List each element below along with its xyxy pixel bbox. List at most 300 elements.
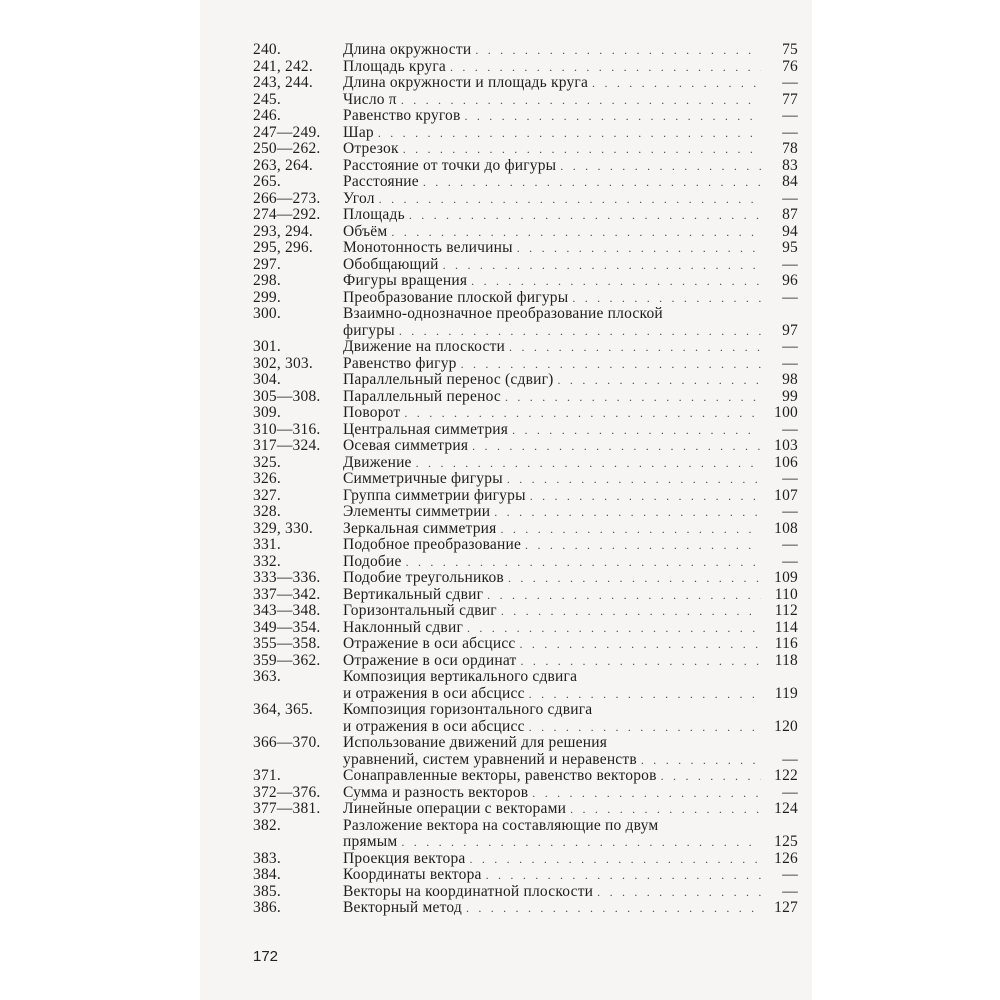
toc-entry-title: Сонаправленные векторы, равенство векторов [343,767,657,784]
dot-leader [521,653,761,670]
toc-entry-number: 372—376. [253,783,321,801]
toc-line [253,537,798,554]
toc-entry [253,587,798,604]
dot-leader [592,75,761,92]
toc-entry-number: 327. [253,486,281,504]
toc-entry [253,818,798,851]
toc-entry-page: — [782,354,798,372]
toc-entry-number: 293, 294. [253,222,313,240]
toc-entry-number: 247—249. [253,123,321,141]
toc-line [253,636,798,653]
dot-leader [401,834,761,851]
toc-entry-number: 326. [253,470,281,487]
toc-entry-page: 75 [782,41,798,58]
toc-line [253,323,798,340]
toc-line [253,191,798,208]
toc-entry-number: 263, 264. [253,156,313,174]
toc-entry-title: Равенство кругов [343,107,461,124]
toc-entry [253,174,798,191]
toc-entry-title: Группа симметрии фигуры [343,486,526,504]
dot-leader [501,603,761,620]
dot-leader [450,59,761,76]
dot-leader [560,158,761,175]
toc-entry-title: Шар [343,123,374,141]
toc-entry [253,702,798,735]
toc-entry-title: Обобщающий [343,255,439,273]
toc-entry [253,339,798,356]
toc-entry-title: Наклонный сдвиг [343,618,463,636]
toc-entry-title: Композиция вертикального сдвига [343,668,578,685]
toc-entry-title: Площадь круга [343,57,446,75]
toc-entry-title: Расстояние от точки до фигуры [343,156,557,174]
toc-entry-title: Подобное преобразование [343,536,522,553]
toc-line [253,339,798,356]
toc-entry-number: 310—316. [253,420,321,438]
toc-entry-title: Проекция вектора [343,849,466,867]
dot-leader [401,92,761,109]
toc-line [253,59,798,76]
toc-entry-page: 120 [774,717,798,735]
toc-entry-page: 77 [782,90,798,108]
toc-entry [253,653,798,670]
toc-entry [253,372,798,389]
toc-entry-title: Векторы на координатной плоскости [343,882,594,900]
dot-leader [520,636,762,653]
toc-entry-page: 110 [774,585,798,603]
toc-entry-page: — [782,750,798,768]
toc-entry [253,521,798,538]
toc-entry-number: 325. [253,453,281,471]
toc-entry-page: 126 [774,849,798,867]
toc-entry [253,603,798,620]
toc-line [253,207,798,224]
toc-entry [253,158,798,175]
toc-entry [253,75,798,92]
dot-leader [379,191,761,208]
toc-entry-title: и отражения в оси абсцисс [343,684,525,702]
toc-entry-title: Линейные операции с векторами [343,800,567,817]
toc-entry-number: 246. [253,107,281,124]
toc-line [253,834,798,851]
toc-line [253,455,798,472]
dot-leader [406,554,761,571]
toc-entry-page: 97 [782,321,798,339]
toc-entry [253,290,798,307]
toc-entry-page: — [782,123,798,141]
toc-entry [253,884,798,901]
dot-leader [529,686,761,703]
toc-entry [253,356,798,373]
toc-entry-page: 127 [774,899,798,916]
toc-entry-page: 124 [774,800,798,817]
toc-entry-page: — [782,470,798,487]
toc-line [253,669,798,686]
toc-line [253,224,798,241]
toc-line [253,851,798,868]
toc-line [253,785,798,802]
toc-entry [253,570,798,587]
toc-line [253,471,798,488]
toc-entry-title: Центральная симметрия [343,420,509,438]
toc-line [253,900,798,917]
toc-entry [253,455,798,472]
dot-leader [443,257,761,274]
toc-entry [253,488,798,505]
toc-entry [253,768,798,785]
toc-entry-number: 250—262. [253,140,321,157]
toc-entry-page: — [782,420,798,438]
toc-entry-number: 265. [253,173,281,190]
toc-entry [253,554,798,571]
toc-entry-number: 329, 330. [253,519,313,537]
toc-entry [253,389,798,406]
toc-entry [253,125,798,142]
toc-entry [253,735,798,768]
toc-entry-page: 108 [774,519,798,537]
toc-entry-page: 100 [774,404,798,421]
toc-entry-title: Сумма и разность векторов [343,783,529,801]
toc-line [253,884,798,901]
dot-leader [464,108,761,125]
toc-line [253,92,798,109]
toc-line [253,686,798,703]
dot-leader [494,504,761,521]
dot-leader [517,240,761,257]
toc-entry-page: — [782,536,798,553]
toc-entry-page: — [782,552,798,570]
toc-entry [253,207,798,224]
toc-entry [253,422,798,439]
toc-line [253,42,798,59]
toc-entry-title: Поворот [343,404,401,421]
toc-entry-page: 98 [782,371,798,388]
toc-entry-page: 103 [774,437,798,454]
toc-entry-number: 297. [253,255,281,273]
toc-entry [253,59,798,76]
toc-entry-number: 337—342. [253,585,321,603]
toc-entry [253,224,798,241]
dot-leader [461,356,761,373]
toc-entry-title: Векторный метод [343,899,462,916]
toc-entry-page: 107 [774,486,798,504]
dot-leader [532,785,761,802]
toc-entry [253,438,798,455]
toc-entry-page: — [782,783,798,801]
toc-line [253,273,798,290]
toc-line [253,570,798,587]
dot-leader [466,900,761,917]
toc-entry [253,471,798,488]
toc-entry-title: Параллельный перенос (сдвиг) [343,371,554,388]
toc-entry-number: 355—358. [253,635,321,652]
toc-line [253,620,798,637]
toc-line [253,735,798,752]
toc-entry-page: — [782,107,798,124]
toc-entry-number: 295, 296. [253,239,313,256]
toc-entry-page: — [782,882,798,900]
toc-entry-page: 87 [782,206,798,223]
toc-entry-page: 119 [774,684,798,702]
dot-leader [409,207,761,224]
toc-entry-title: Элементы симметрии [343,503,491,520]
toc-line [253,125,798,142]
toc-entry-page: 83 [782,156,798,174]
toc-entry-title: Параллельный перенос [343,387,501,405]
toc-entry-number: 328. [253,503,281,520]
dot-leader [378,125,761,142]
dot-leader [471,273,761,290]
dot-leader [469,851,761,868]
toc-entry [253,801,798,818]
dot-leader [472,438,761,455]
toc-line [253,174,798,191]
toc-entry [253,867,798,884]
toc-entry-title: Расстояние [343,173,419,190]
toc-entry-title: Подобие [343,552,402,570]
toc-entry-number: 309. [253,404,281,421]
dot-leader [509,339,761,356]
toc-entry [253,273,798,290]
dot-leader [525,537,761,554]
page-number: 172 [253,948,279,965]
toc-entry-number: 383. [253,849,281,867]
toc-entry-number: 317—324. [253,437,321,454]
toc-entry [253,636,798,653]
toc-entry-title: Использование движений для решения [343,734,608,751]
toc-line [253,372,798,389]
toc-entry-number: 359—362. [253,651,321,669]
toc-entry [253,620,798,637]
toc-entry-number: 274—292. [253,206,321,223]
toc-entry-number: 298. [253,272,281,289]
toc-entry [253,669,798,702]
dot-leader [467,620,761,637]
toc-line [253,438,798,455]
toc-line [253,75,798,92]
toc-line [253,290,798,307]
toc-entry-number: 366—370. [253,734,321,751]
toc-entry-number: 305—308. [253,387,321,405]
toc-entry [253,42,798,59]
toc-line [253,603,798,620]
dot-leader [507,471,761,488]
toc-entry-title: Подобие треугольников [343,569,504,586]
toc-line [253,504,798,521]
toc-line [253,702,798,719]
dot-leader [512,422,761,439]
toc-entry-number: 332. [253,552,281,570]
toc-entry-title: Вертикальный сдвиг [343,585,484,603]
toc-entry-number: 302, 303. [253,354,313,372]
dot-leader [486,867,761,884]
toc-line [253,752,798,769]
toc-entry-title: Отрезок [343,140,399,157]
toc-entry-title: Фигуры вращения [343,272,468,289]
toc-entry-title: прямым [343,833,398,850]
toc-entry-title: Отражение в оси абсцисс [343,635,516,652]
toc-entry [253,257,798,274]
toc-entry [253,537,798,554]
toc-entry-number: 385. [253,882,281,900]
dot-leader [529,719,761,736]
toc-entry-number: 243, 244. [253,74,313,91]
toc-entry-title: Угол [343,189,375,207]
toc-entry-number: 343—348. [253,602,321,619]
book-page [200,0,812,1000]
toc-entry-page: — [782,866,798,883]
toc-line [253,719,798,736]
toc-line [253,158,798,175]
toc-entry-number: 377—381. [253,800,321,817]
toc-entry-page: — [782,189,798,207]
toc-entry [253,504,798,521]
toc-entry-title: Объём [343,222,388,240]
toc-entry-number: 301. [253,338,281,355]
toc-entry-title: Преобразование плоской фигуры [343,288,569,306]
dot-leader [399,323,761,340]
toc-entry-number: 266—273. [253,189,321,207]
toc-entry-page: — [782,288,798,306]
toc-entry [253,785,798,802]
dot-leader [661,768,761,785]
toc-entry [253,108,798,125]
toc-entry-number: 384. [253,866,281,883]
toc-line [253,389,798,406]
toc-entry-number: 333—336. [253,569,321,586]
toc-entry-page: 112 [774,602,798,619]
toc-line [253,768,798,785]
toc-entry-page: 109 [774,569,798,586]
toc-entry-title: Взаимно-однозначное преобразование плоской [343,305,663,322]
toc-entry-page: 76 [782,57,798,75]
toc-entry-page: 94 [782,222,798,240]
toc-entry-page: 122 [774,767,798,784]
toc-entry-title: Число π [343,90,397,108]
toc-entry-title: Движение [343,453,412,471]
toc-entry-number: 364, 365. [253,701,313,718]
toc-line [253,653,798,670]
toc-entry-title: Зеркальная симметрия [343,519,497,537]
toc-line [253,422,798,439]
toc-entry-title: фигуры [343,321,395,339]
dot-leader [508,570,761,587]
toc-entry-page: 84 [782,173,798,190]
toc-line [253,867,798,884]
table-of-contents [253,42,798,917]
toc-entry-page: 95 [782,239,798,256]
dot-leader [558,372,761,389]
toc-entry-title: Монотонность величины [343,239,513,256]
toc-line [253,240,798,257]
dot-leader [641,752,761,769]
dot-leader [475,42,761,59]
toc-line [253,521,798,538]
toc-line [253,257,798,274]
dot-leader [487,587,761,604]
toc-entry-page: — [782,74,798,91]
toc-entry-title: Равенство фигур [343,354,457,372]
toc-entry [253,141,798,158]
toc-entry-title: Отражение в оси ординат [343,651,517,669]
dot-leader [416,455,761,472]
toc-entry-title: Координаты вектора [343,866,482,883]
toc-line [253,587,798,604]
dot-leader [530,488,761,505]
toc-entry-number: 299. [253,288,281,306]
toc-entry-page: 118 [774,651,798,669]
dot-leader [597,884,761,901]
toc-entry-number: 240. [253,41,281,58]
toc-entry [253,92,798,109]
toc-line [253,488,798,505]
toc-entry-page: 106 [774,453,798,471]
toc-entry-number: 386. [253,899,281,916]
toc-entry-title: и отражения в оси абсцисс [343,717,525,735]
toc-entry [253,405,798,422]
toc-entry-number: 331. [253,536,281,553]
toc-line [253,306,798,323]
toc-line [253,141,798,158]
toc-entry-title: уравнений, систем уравнений и неравенств [343,750,637,768]
toc-entry-number: 245. [253,90,281,108]
toc-entry-number: 304. [253,371,281,388]
toc-entry-page: 99 [782,387,798,405]
toc-line [253,801,798,818]
toc-entry-page: 116 [774,635,798,652]
toc-entry-title: Композиция горизонтального сдвига [343,701,593,718]
toc-entry [253,851,798,868]
dot-leader [570,801,761,818]
toc-entry [253,900,798,917]
toc-entry-number: 300. [253,305,281,322]
toc-entry-number: 241, 242. [253,57,313,75]
toc-line [253,818,798,835]
toc-entry-page: 125 [774,833,798,850]
dot-leader [505,389,761,406]
toc-entry-title: Длина окружности [343,41,472,58]
toc-entry-title: Симметричные фигуры [343,470,503,487]
toc-entry-number: 349—354. [253,618,321,636]
dot-leader [391,224,761,241]
toc-line [253,356,798,373]
toc-entry-title: Горизонтальный сдвиг [343,602,497,619]
dot-leader [501,521,762,538]
toc-entry-number: 382. [253,816,281,834]
toc-entry-title: Движение на плоскости [343,338,506,355]
toc-line [253,405,798,422]
toc-entry [253,306,798,339]
toc-entry-number: 363. [253,668,281,685]
dot-leader [572,290,761,307]
toc-entry [253,240,798,257]
toc-entry-title: Осевая симметрия [343,437,469,454]
toc-entry-title: Длина окружности и площадь круга [343,74,589,91]
toc-entry-title: Разложение вектора на составляющие по двум [343,816,659,834]
toc-line [253,108,798,125]
toc-entry-page: 78 [782,140,798,157]
dot-leader [403,141,761,158]
toc-entry-page: — [782,255,798,273]
toc-entry-page: 114 [774,618,798,636]
dot-leader [423,174,761,191]
toc-entry-number: 371. [253,767,281,784]
toc-entry-title: Площадь [343,206,405,223]
toc-entry-page: 96 [782,272,798,289]
toc-entry-page: — [782,338,798,355]
dot-leader [404,405,761,422]
toc-entry [253,191,798,208]
toc-entry-page: — [782,503,798,520]
